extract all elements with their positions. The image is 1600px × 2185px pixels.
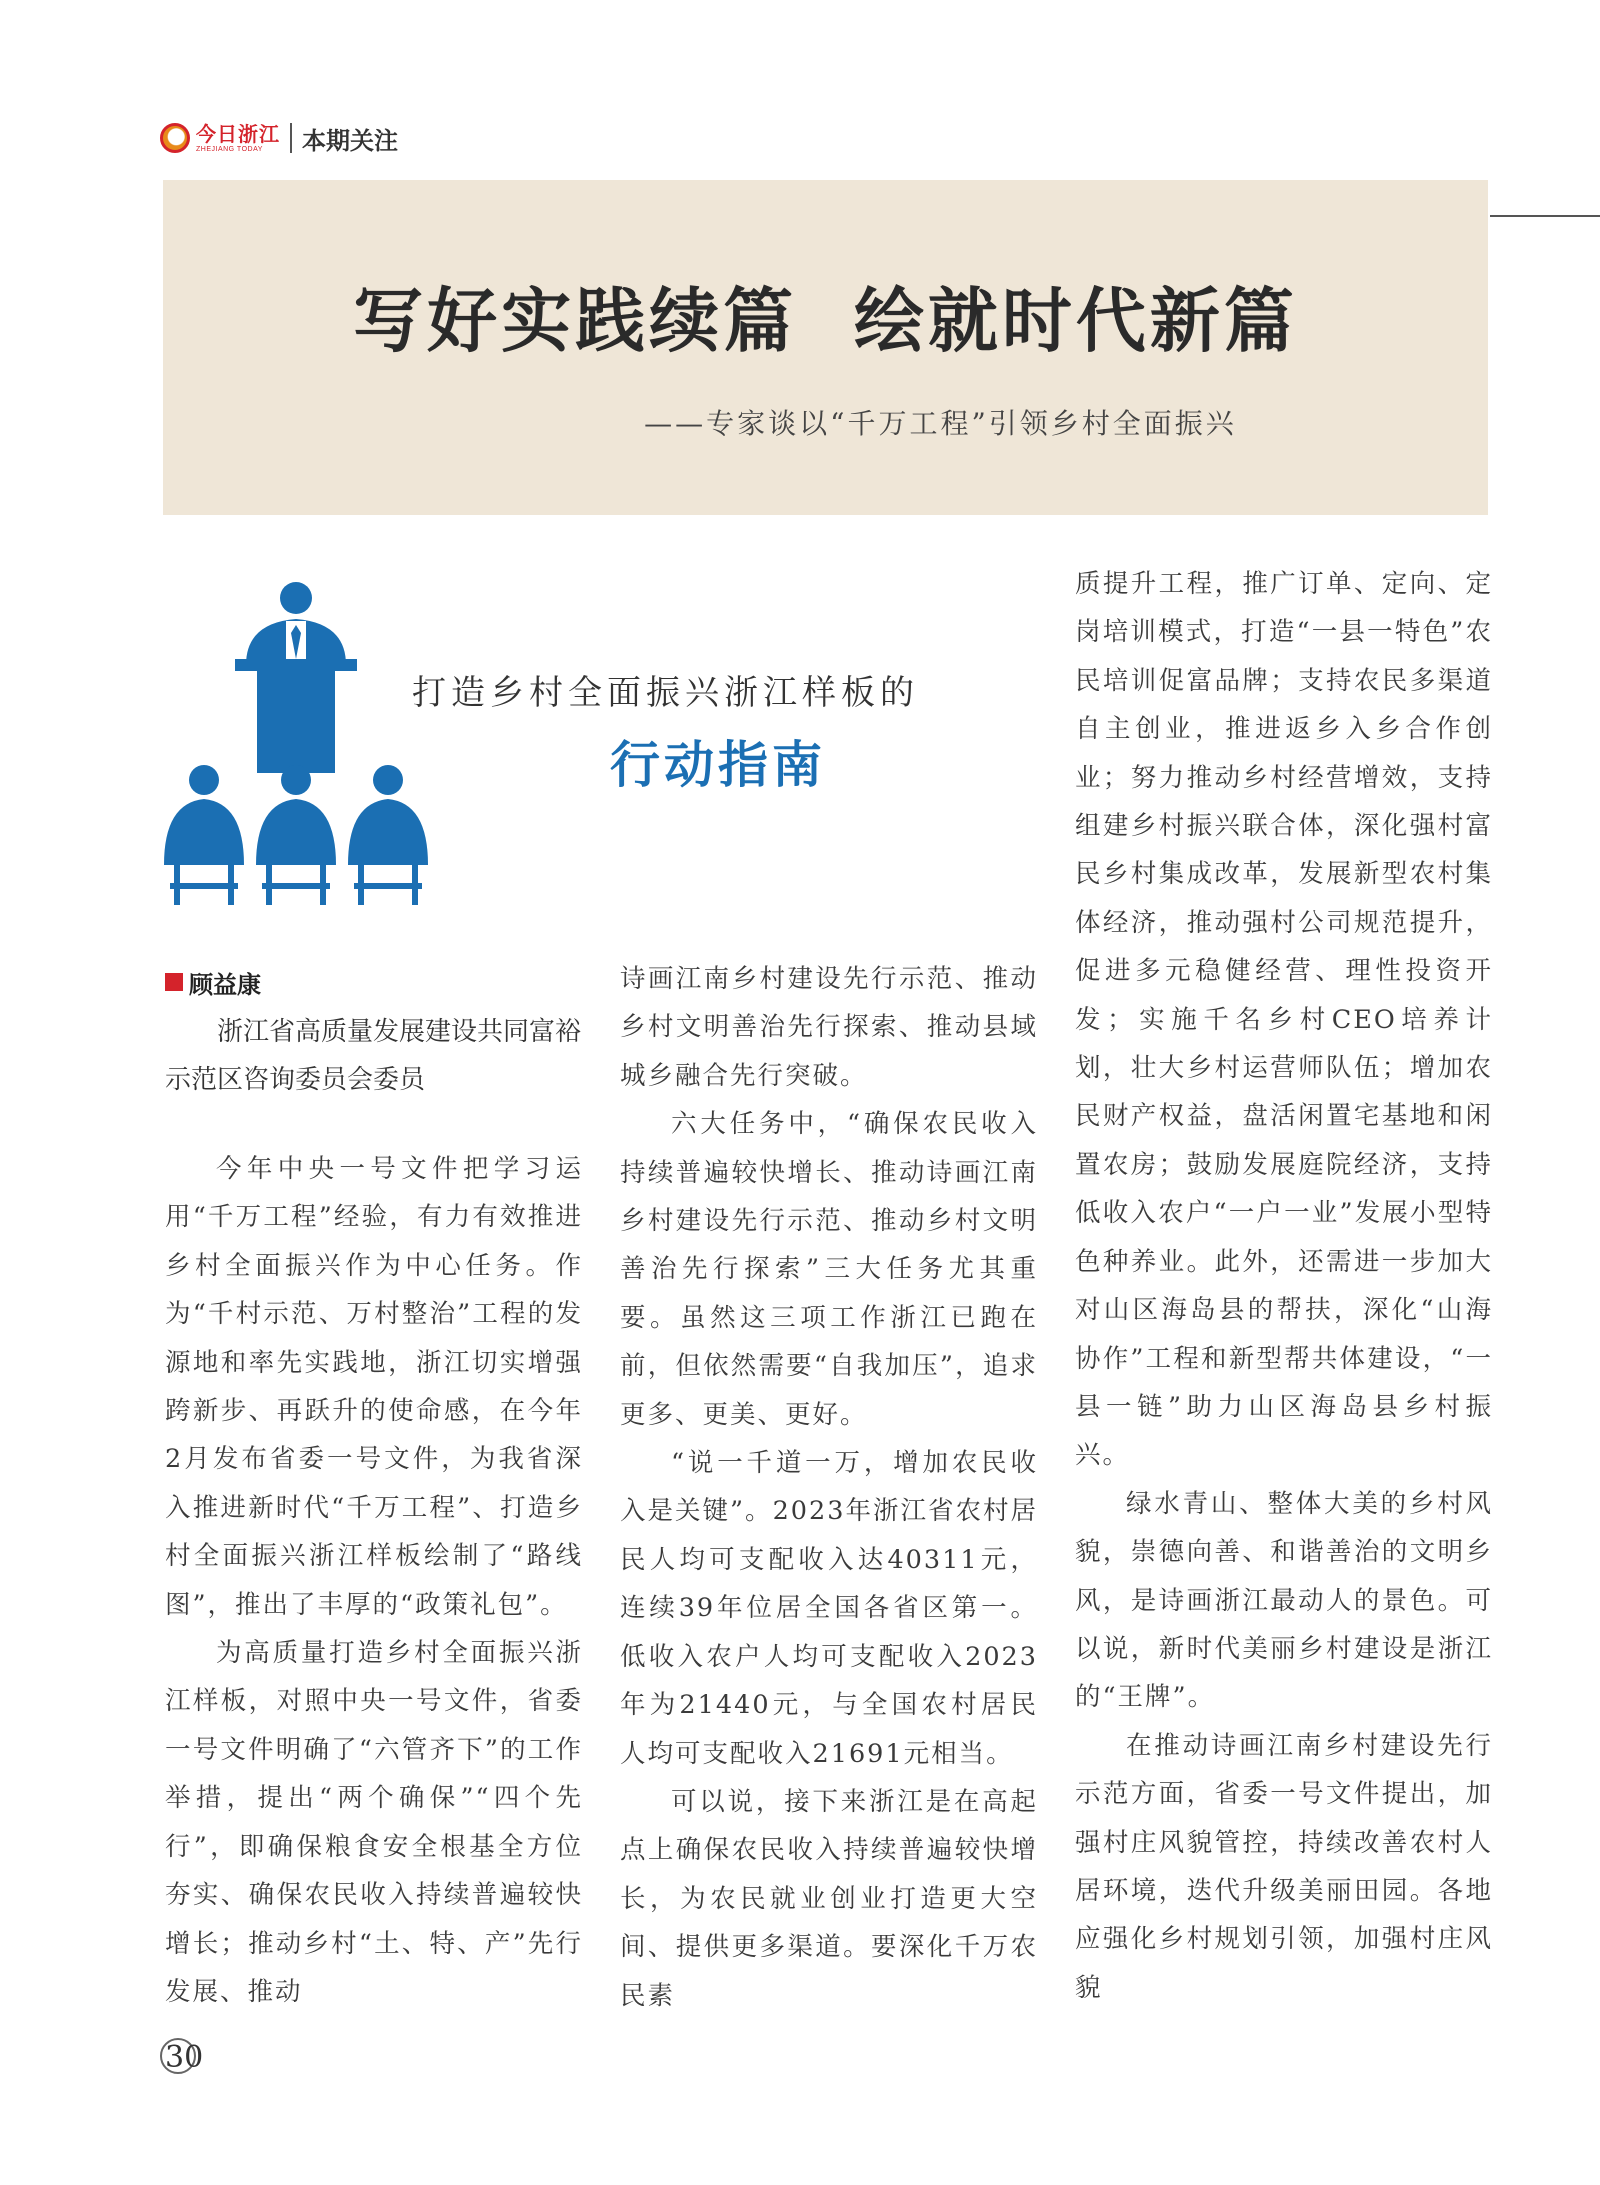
banner-highlight: 行动指南 <box>610 736 826 794</box>
paragraph: “说一千道一万，增加农民收入是关键”。2023年浙江省农村居民人均可支配收入达40311元，连续39年位居全国各省区第一。低收入农户人均可支配收入2023年为21440元，与全国农村居民人均可支配收入21691元相当。 <box>620 1448 1038 1769</box>
paragraph: 六大任务中，“确保农民收入持续普遍较快增长、推动诗画江南乡村建设先行示范、推动乡村文明善治先行探索”三大任务尤其重要。虽然这三项工作浙江已跑在前，但依然需要“自我加压”，追求更多、更美、更好。 <box>620 1109 1038 1430</box>
author-title: 浙江省高质量发展建设共同富裕示范区咨询委员会委员 <box>165 1017 582 1095</box>
paragraph: 质提升工程，推广订单、定向、定岗培训模式，打造“一县一特色”农民培训促富品牌；支持农民多渠道自主创业，推进返乡入乡合作创业；努力推动乡村经营增效，支持组建乡村振兴联合体，深化强村富民乡村集成改革，发展新型农村集体经济，推动强村公司规范提升，促进多元稳健经营、理性投资开发；实施千名乡村CEO培养计划，壮大乡村运营师队伍；增加农民财产权益，盘活闲置宅基地和闲置农房；鼓励发展庭院经济，支持低收入农户“一户一业”发展小型特色种养业。此外，还需进一步加大对山区海岛县的帮扶，深化“山海协作”工程和新型帮共体建设，“一县一链”助力山区海岛县乡村振兴。 <box>1075 569 1493 1471</box>
body-column-1 <box>165 1145 583 2016</box>
section-label: 本期关注 <box>302 126 398 155</box>
paragraph: 在推动诗画江南乡村建设先行示范方面，省委一号文件提出，加强村庄风貌管控，持续改善农村人居环境，迭代升级美丽田园。各地应强化乡村规划引领，加强村庄风貌 <box>1075 1730 1493 2003</box>
page-header <box>160 118 398 158</box>
logo-icon <box>160 123 190 153</box>
paragraph: 绿水青山、整体大美的乡村风貌，崇德向善、和谐善治的文明乡风，是诗画浙江最动人的景色。可以说，新时代美丽乡村建设是浙江的“王牌”。 <box>1075 1488 1493 1713</box>
header-divider <box>290 123 292 153</box>
paragraph: 可以说，接下来浙江是在高起点上确保农民收入持续普遍较快增长，为农民就业创业打造更大空间、提供更多渠道。要深化千万农民素 <box>620 1786 1038 2011</box>
body-column-2 <box>620 955 1038 2020</box>
author-marker <box>165 973 183 991</box>
body-column-3 <box>1075 560 1493 2012</box>
article-subtitle: ——专家谈以“千万工程”引领乡村全面振兴 <box>644 407 1237 440</box>
logo-english: ZHEJIANG TODAY <box>196 145 263 153</box>
title-box <box>163 180 1488 515</box>
logo-chinese: 今日浙江 <box>196 121 280 146</box>
magazine-logo <box>160 123 280 153</box>
page-number: 30 <box>165 2040 204 2075</box>
header-rule <box>1490 215 1600 217</box>
author-name: 顾益康 <box>189 970 261 999</box>
banner-heading: 打造乡村全面振兴浙江样板的 <box>412 673 919 713</box>
article-title: 写好实践续篇 绘就时代新篇 <box>353 279 1298 362</box>
paragraph: 诗画江南乡村建设先行示范、推动乡村文明善治先行探索、推动县域城乡融合先行突破。 <box>620 964 1038 1091</box>
podium-audience-icon <box>160 575 440 915</box>
paragraph: 为高质量打造乡村全面振兴浙江样板，对照中央一号文件，省委一号文件明确了“六管齐下”的工作举措，提出“两个确保”“四个先行”，即确保粮食安全根基全方位夯实、确保农民收入持续普遍较快增长；推动乡村“土、特、产”先行发展、推动 <box>165 1638 583 2007</box>
author-block <box>165 962 595 1104</box>
paragraph: 今年中央一号文件把学习运用“千万工程”经验，有力有效推进乡村全面振兴作为中心任务。作为“千村示范、万村整治”工程的发源地和率先实践地，浙江切实增强跨新步、再跃升的使命感，在今年2月发布省委一号文件，为我省深入推进新时代“千万工程”、打造乡村全面振兴浙江样板绘制了“路线图”，推出了丰厚的“政策礼包”。 <box>165 1154 583 1620</box>
